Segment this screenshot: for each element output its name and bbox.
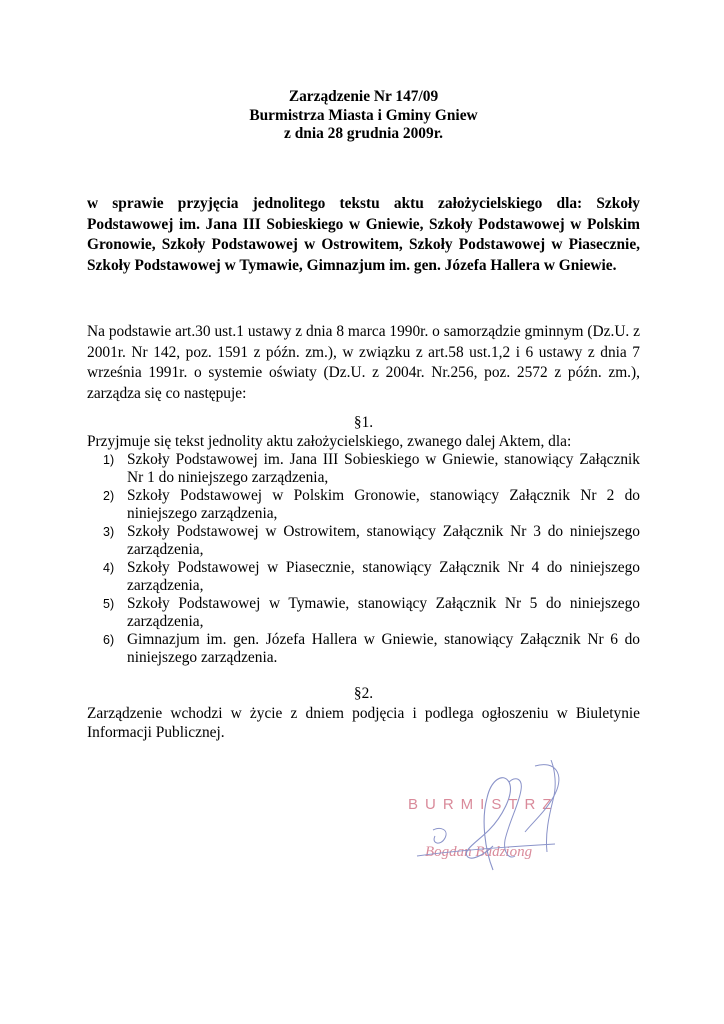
document-header	[87, 88, 640, 144]
list-item	[87, 451, 640, 486]
stamp-name: Bogdan Badziong	[425, 844, 533, 860]
list-item	[87, 523, 640, 558]
document-date: z dnia 28 grudnia 2009r.	[284, 125, 443, 142]
list-item-number: 5)	[103, 596, 115, 611]
subject-paragraph: w sprawie przyjęcia jednolitego tekstu aktu założycielskiego dla: Szkoły Podstawowej im. Jana III Sobieskiego w Gniewie, Szkoły Podstawowej w Polskim Gronowie, Szkoły Podstawowej w Ostrowitem, Szkoły Podstawowej w Piasecznie, Szkoły Podstawowej w Tymawie, Gimnazjum im. gen. Józefa Hallera w Gniewie.	[87, 195, 640, 274]
section-2	[87, 684, 640, 743]
list-item-text: Szkoły Podstawowej im. Jana III Sobieskiego w Gniewie, stanowiący Załącznik Nr 1 do niniejszego zarządzenia,	[127, 451, 640, 486]
list-item-text: Szkoły Podstawowej w Tymawie, stanowiący Załącznik Nr 5 do niniejszego zarządzenia,	[127, 594, 640, 630]
list-item-text: Szkoły Podstawowej w Piasecznie, stanowiący Załącznik Nr 4 do niniejszego zarządzenia,	[127, 558, 640, 594]
list-item	[87, 559, 640, 594]
section-2-title: §2.	[353, 685, 374, 702]
list-item-text: Szkoły Podstawowej w Ostrowitem, stanowiący Załącznik Nr 3 do niniejszego zarządzenia,	[127, 522, 640, 558]
mayor-stamp	[405, 760, 585, 880]
list-item-number: 2)	[103, 488, 115, 503]
schools-list	[87, 451, 640, 666]
signature-scribble	[405, 760, 585, 880]
section-1-title: §1.	[353, 414, 374, 431]
issuer: Burmistrza Miasta i Gminy Gniew	[249, 106, 478, 124]
list-item-number: 1)	[103, 453, 115, 467]
list-item-number: 6)	[103, 632, 115, 647]
section-2-text: Zarządzenie wchodzi w życie z dniem podjęcia i podlega ogłoszeniu w Biuletynie Informacji Publicznej.	[87, 704, 640, 741]
section-1	[87, 413, 640, 667]
document-title: Zarządzenie Nr 147/09	[288, 88, 439, 105]
list-item-text: Gimnazjum im. gen. Józefa Hallera w Gniewie, stanowiący Załącznik Nr 6 do niniejszego zarządzenia.	[127, 630, 640, 666]
section-1-intro: Przyjmuje się tekst jednolity aktu założycielskiego, zwanego dalej Aktem, dla:	[87, 433, 572, 450]
list-item-text: Szkoły Podstawowej w Polskim Gronowie, stanowiący Załącznik Nr 2 do niniejszego zarządzenia,	[127, 486, 640, 522]
list-item-number: 3)	[103, 524, 115, 539]
list-item-number: 4)	[103, 560, 115, 575]
legal-basis-paragraph: Na podstawie art.30 ust.1 ustawy z dnia 8 marca 1990r. o samorządzie gminnym (Dz.U. z 2001r. Nr 142, poz. 1591 z późn. zm.), w związku z art.58 ust.1,2 i 6 ustawy z dnia 7 września 1991r. o systemie oświaty (Dz.U. z 2004r. Nr.256, poz. 2572 z późn. zm.), zarządza się co następuje:	[87, 323, 640, 402]
list-item	[87, 631, 640, 666]
stamp-title: BURMISTRZ	[408, 796, 559, 813]
list-item	[87, 487, 640, 522]
list-item	[87, 595, 640, 630]
